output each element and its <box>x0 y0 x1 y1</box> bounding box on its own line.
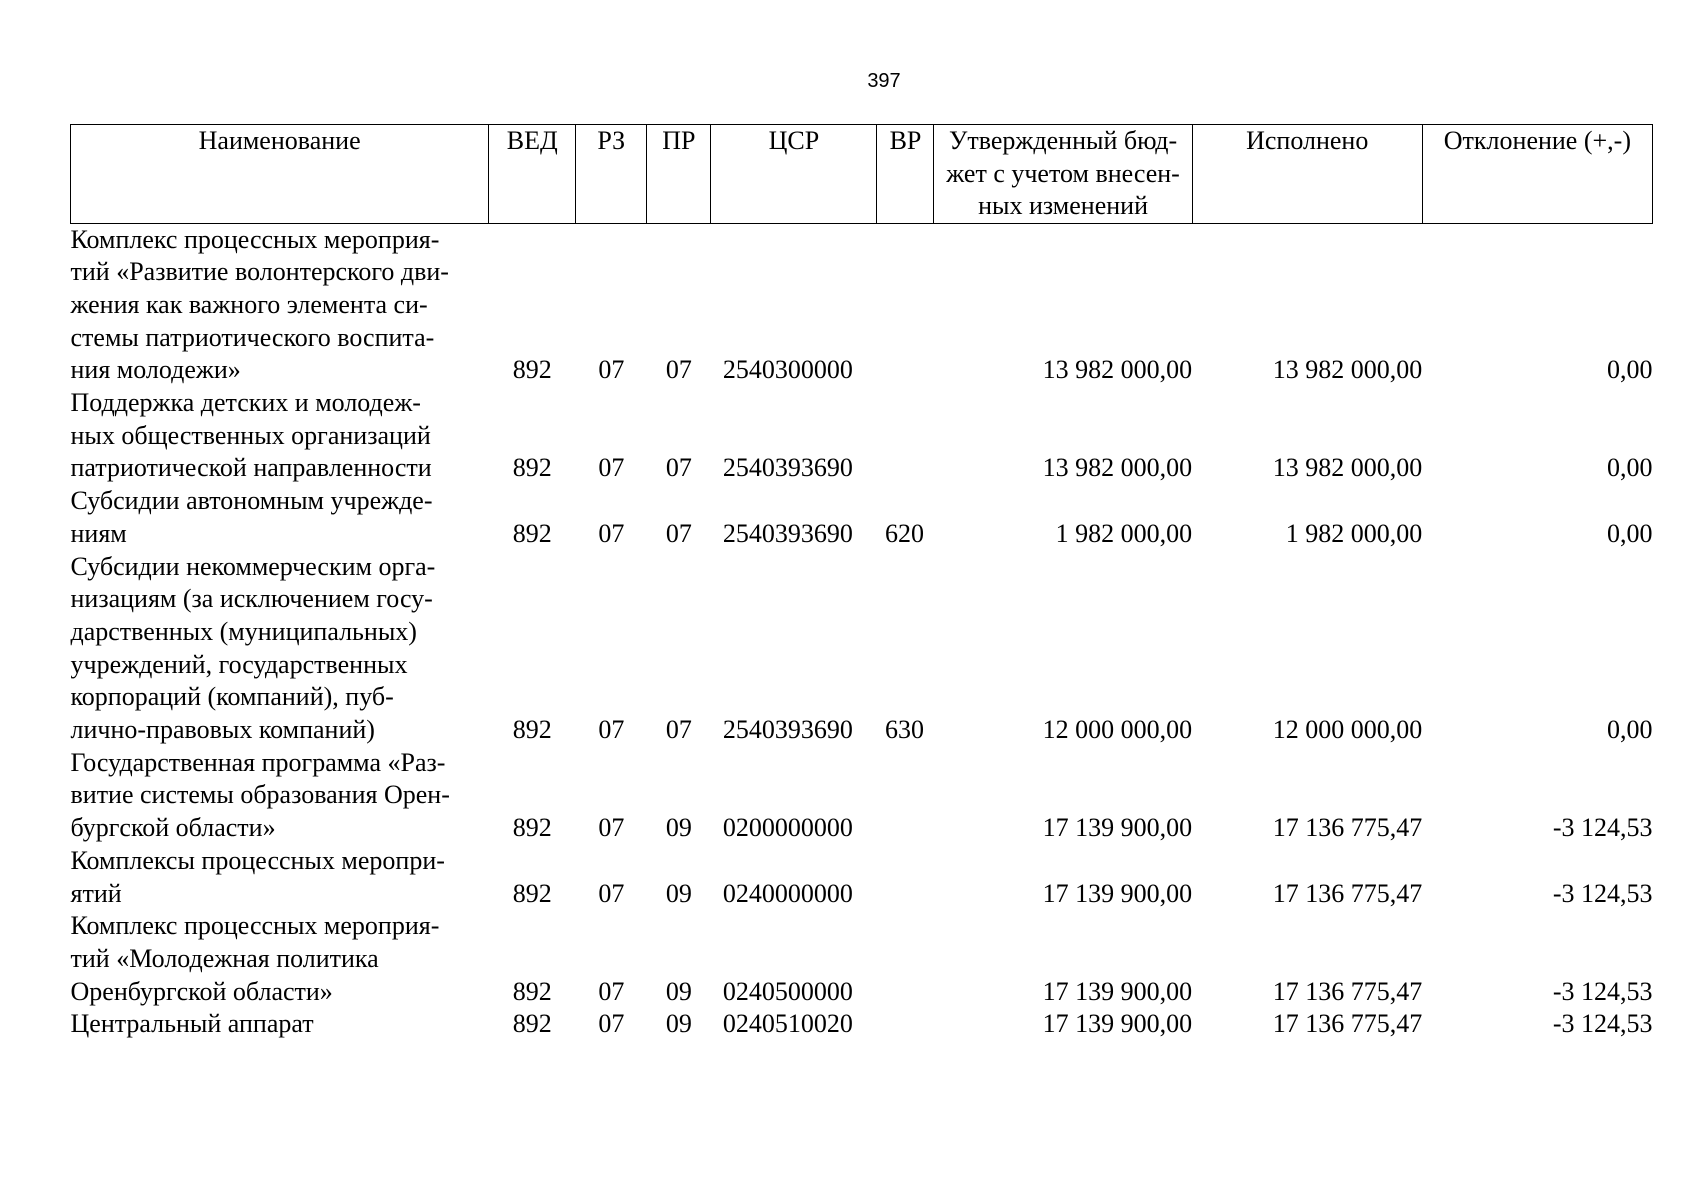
cell-csr: 2540300000 <box>722 355 853 385</box>
table-row <box>71 223 1653 387</box>
cell-rz: 07 <box>598 813 625 843</box>
cell-vr <box>877 223 934 387</box>
cell-executed: 13 982 000,00 <box>1272 355 1423 385</box>
cell-pr: 07 <box>665 715 692 745</box>
name-line: Поддержка детских и молодеж- <box>70 388 421 418</box>
cell-ved: 892 <box>512 813 552 843</box>
cell-ved: 892 <box>512 355 552 385</box>
cell-csr: 0200000000 <box>722 813 853 843</box>
header-csr: ЦСР <box>711 125 877 224</box>
cell-executed: 17 136 775,47 <box>1272 976 1423 1006</box>
name-line: Оренбургской области» <box>70 976 333 1006</box>
cell-csr: 2540393690 <box>722 518 853 548</box>
cell-plan: 1 982 000,00 <box>1055 518 1193 548</box>
cell-rz: 07 <box>598 878 625 908</box>
cell-ved: 892 <box>512 878 552 908</box>
cell-deviation: -3 124,53 <box>1552 813 1653 843</box>
cell-name <box>71 910 489 1008</box>
name-line: ниям <box>70 518 127 548</box>
name-line: тий «Молодежная политика <box>70 943 379 973</box>
cell-deviation: 0,00 <box>1607 355 1653 385</box>
cell-rz: 07 <box>598 453 625 483</box>
cell-pr: 09 <box>665 976 692 1006</box>
cell-ved: 892 <box>512 976 552 1006</box>
cell-vr: 630 <box>884 715 924 745</box>
cell-plan: 13 982 000,00 <box>1042 355 1193 385</box>
header-executed: Исполнено <box>1192 125 1422 224</box>
cell-pr: 07 <box>665 518 692 548</box>
name-line: бургской области» <box>70 813 276 843</box>
name-line: корпораций (компаний), пуб- <box>70 682 394 712</box>
header-deviation: Отклонение (+,-) <box>1422 125 1652 224</box>
cell-plan: 17 139 900,00 <box>1042 878 1193 908</box>
header-name: Наименование <box>71 125 489 224</box>
cell-deviation: -3 124,53 <box>1552 976 1653 1006</box>
cell-executed: 1 982 000,00 <box>1285 518 1423 548</box>
name-line: патриотической направленности <box>70 453 432 483</box>
header-plan-line: жет с учетом внесен- <box>946 158 1180 188</box>
cell-name <box>71 551 489 747</box>
cell-executed: 17 136 775,47 <box>1272 1009 1423 1039</box>
name-line: лично-правовых компаний) <box>70 715 375 745</box>
table-row <box>71 485 1653 550</box>
name-line: Субсидии автономным учрежде- <box>70 486 433 516</box>
cell-rz: 07 <box>598 518 625 548</box>
cell-name <box>71 1008 489 1041</box>
cell-vr <box>877 845 934 910</box>
header-vr: ВР <box>877 125 934 224</box>
cell-executed: 13 982 000,00 <box>1272 453 1423 483</box>
name-line: жения как важного элемента си- <box>70 289 428 319</box>
cell-executed: 17 136 775,47 <box>1272 813 1423 843</box>
table-row <box>71 1008 1653 1041</box>
name-line: Центральный аппарат <box>70 1009 314 1039</box>
cell-pr: 09 <box>665 1009 692 1039</box>
name-line: Государственная программа «Раз- <box>70 747 446 777</box>
cell-vr <box>877 910 934 1008</box>
cell-csr: 2540393690 <box>722 715 853 745</box>
name-line: стемы патриотического воспита- <box>70 322 435 352</box>
cell-name <box>71 845 489 910</box>
cell-executed: 12 000 000,00 <box>1272 715 1423 745</box>
cell-csr: 0240000000 <box>722 878 853 908</box>
cell-pr: 07 <box>665 355 692 385</box>
cell-ved: 892 <box>512 1009 552 1039</box>
name-line: низациям (за исключением госу- <box>70 584 433 614</box>
cell-rz: 07 <box>598 1009 625 1039</box>
header-pr: ПР <box>647 125 711 224</box>
cell-rz: 07 <box>598 715 625 745</box>
cell-vr <box>877 1008 934 1041</box>
cell-plan: 17 139 900,00 <box>1042 976 1193 1006</box>
cell-ved: 892 <box>512 518 552 548</box>
cell-deviation: 0,00 <box>1607 453 1653 483</box>
table-header <box>71 125 1653 224</box>
header-plan-line: ных изменений <box>978 191 1148 220</box>
cell-deviation: 0,00 <box>1607 715 1653 745</box>
cell-deviation: 0,00 <box>1607 518 1653 548</box>
name-line: учреждений, государственных <box>70 649 408 679</box>
cell-pr: 09 <box>665 878 692 908</box>
cell-executed: 17 136 775,47 <box>1272 878 1423 908</box>
header-ved: ВЕД <box>489 125 576 224</box>
name-line: ятий <box>70 878 122 908</box>
cell-ved: 892 <box>512 715 552 745</box>
page-number: 397 <box>867 70 901 92</box>
cell-name <box>71 223 489 387</box>
table-row <box>71 551 1653 747</box>
name-line: витие системы образования Орен- <box>70 780 450 810</box>
name-line: ных общественных организаций <box>70 420 431 450</box>
table-row <box>71 845 1653 910</box>
cell-plan: 17 139 900,00 <box>1042 1009 1193 1039</box>
cell-rz: 07 <box>598 976 625 1006</box>
header-rz: РЗ <box>576 125 647 224</box>
cell-name <box>71 485 489 550</box>
cell-deviation: -3 124,53 <box>1552 1009 1653 1039</box>
table-row <box>71 910 1653 1008</box>
cell-deviation: -3 124,53 <box>1552 878 1653 908</box>
cell-pr: 09 <box>665 813 692 843</box>
cell-csr: 2540393690 <box>722 453 853 483</box>
cell-name <box>71 387 489 485</box>
name-line: Комплекс процессных мероприя- <box>70 224 440 254</box>
name-line: Субсидии некоммерческим орга- <box>70 551 436 581</box>
cell-csr: 0240510020 <box>722 1009 853 1039</box>
cell-rz: 07 <box>598 355 625 385</box>
name-line: ния молодежи» <box>70 355 241 385</box>
table-row <box>71 387 1653 485</box>
cell-csr: 0240500000 <box>722 976 853 1006</box>
cell-vr: 620 <box>884 518 924 548</box>
name-line: Комплекс процессных мероприя- <box>70 911 440 941</box>
header-plan-line: Утвержденный бюд- <box>949 126 1178 155</box>
name-line: Комплексы процессных меропри- <box>70 845 445 875</box>
cell-vr <box>877 747 934 845</box>
name-line: дарственных (муниципальных) <box>70 616 417 646</box>
table-row <box>71 747 1653 845</box>
name-line: тий «Развитие волонтерского дви- <box>70 257 449 287</box>
header-plan <box>934 125 1192 224</box>
cell-plan: 13 982 000,00 <box>1042 453 1193 483</box>
budget-table <box>70 124 1653 1041</box>
cell-pr: 07 <box>665 453 692 483</box>
cell-ved: 892 <box>512 453 552 483</box>
cell-vr <box>877 387 934 485</box>
cell-plan: 17 139 900,00 <box>1042 813 1193 843</box>
table-body <box>71 223 1653 1041</box>
cell-plan: 12 000 000,00 <box>1042 715 1193 745</box>
cell-name <box>71 747 489 845</box>
